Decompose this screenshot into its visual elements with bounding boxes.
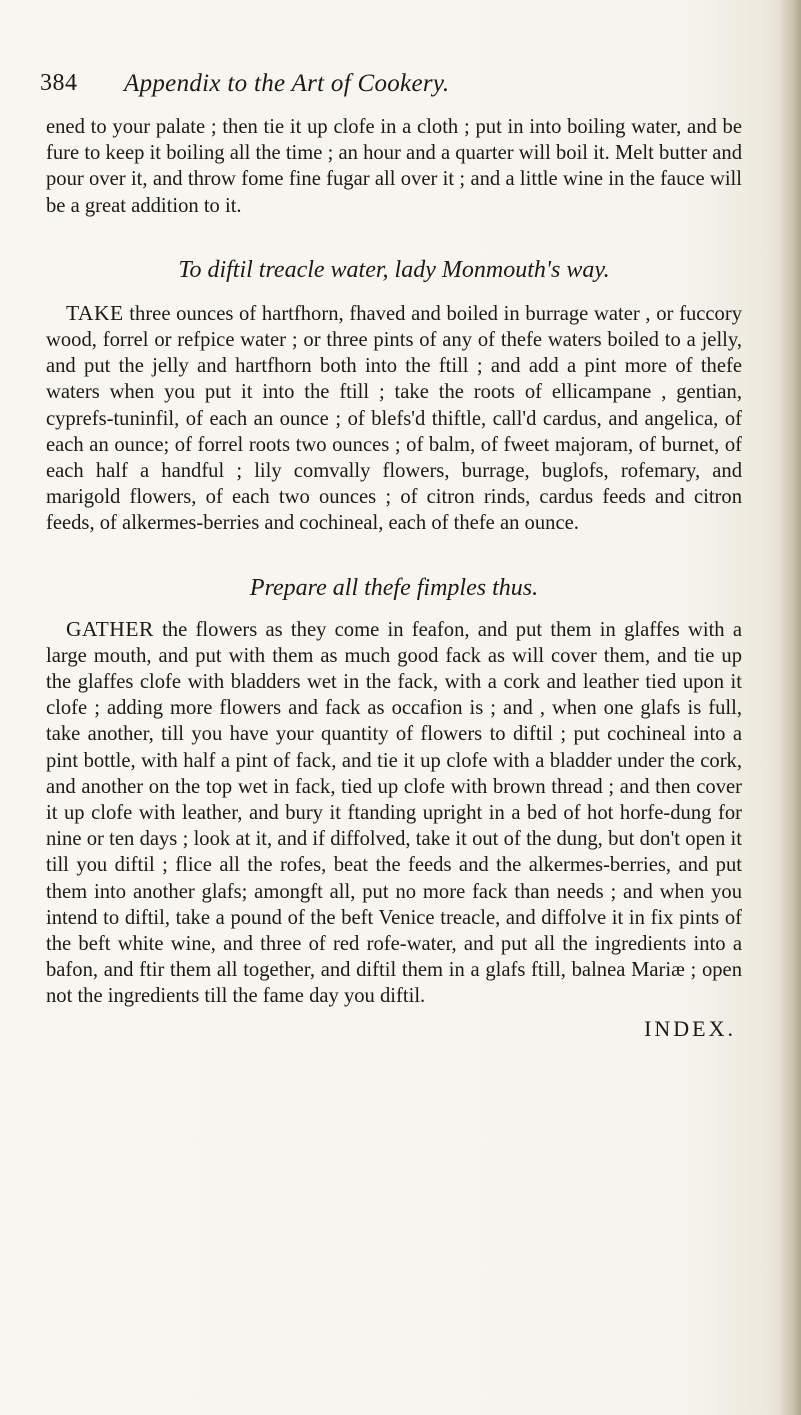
running-head: Appendix to the Art of Cookery. xyxy=(124,70,450,97)
page-number: 384 xyxy=(40,70,78,96)
catchword: INDEX. xyxy=(644,1015,736,1041)
paragraph-lead-word: GATHER xyxy=(66,616,154,641)
paragraph-text: the flowers as they come in feafon, and put them in glaffes with a large mouth, and put with them as much good fack as will cover them, and tie up the glaffes clofe with bladders wet in the fack, with a cork and leather tied upon it clofe ; adding more flowers and fack as occafion is ; and , when one glafs is full, take another, till you have your quantity of flowers to diftil ; put cochineal into a pint bottle, with half a pint of fack, and tie it up clofe with a bladder under the cork, and another on the top wet in fack, tied up clofe with brown thread ; and then cover it up clofe with leather, and bury it ftanding upright in a bed of hot horfe-dung for nine or ten days ; look at it, and if diffolved, take it out of the dung, but don't open it till you diftil ; flice all the rofes, beat the feeds and the alkermes-berries, and put them into another glafs; amongft all, put no more fack than needs ; and when you intend to diftil, take a pound of the beft Venice treacle, and diffolve it in fix pints of the beft white wine, and three of red rofe-water, and put all the ingredients into a bafon, and ftir them all together, and diftil them in a glafs ftill, balnea Mariæ ; open not the ingredients till the fame day you diftil. xyxy=(46,618,742,1008)
section-heading-treacle-water: To diftil treacle water, lady Monmouth's way. xyxy=(178,256,610,283)
page-header xyxy=(40,70,740,106)
paragraph-treacle-recipe xyxy=(46,300,742,537)
paragraph-text: three ounces of hartfhorn, fhaved and boiled in burrage water , or fuccory wood, forrel or refpice water ; or three pints of any of thefe waters boiled to a jelly, and put the jelly and hartfhorn both into the ftill ; and add a pint more of thefe waters when you put it into the ftill ; take the roots of ellicampane , gentian, cyprefs-tuninfil, of each an ounce ; of blefs'd thiftle, call'd cardus, and angelica, of each an ounce; of forrel roots two ounces ; of balm, of fweet majoram, of burnet, of each half a handful ; lily comvally flowers, burrage, buglofs, rofemary, and marigold flowers, of each two ounces ; of citron rinds, cardus feeds and citron feeds, of alkermes-berries and cochineal, each of thefe an ounce. xyxy=(46,302,742,535)
paragraph-lead-word: TAKE xyxy=(66,300,124,325)
paragraph-prepare-simples xyxy=(46,616,742,1010)
page-edge-shadow xyxy=(779,0,801,1415)
page-body xyxy=(46,110,742,1042)
paragraph-opening: ened to your palate ; then tie it up clofe in a cloth ; put in into boiling water, and be fure to keep it boiling all the time ; an hour and a quarter will boil it. Melt butter and pour over it, and throw fome fine fugar all over it ; and a little wine in the fauce will be a great addition to it. xyxy=(46,116,742,217)
section-heading-prepare-simples: Prepare all thefe fimples thus. xyxy=(249,574,539,601)
